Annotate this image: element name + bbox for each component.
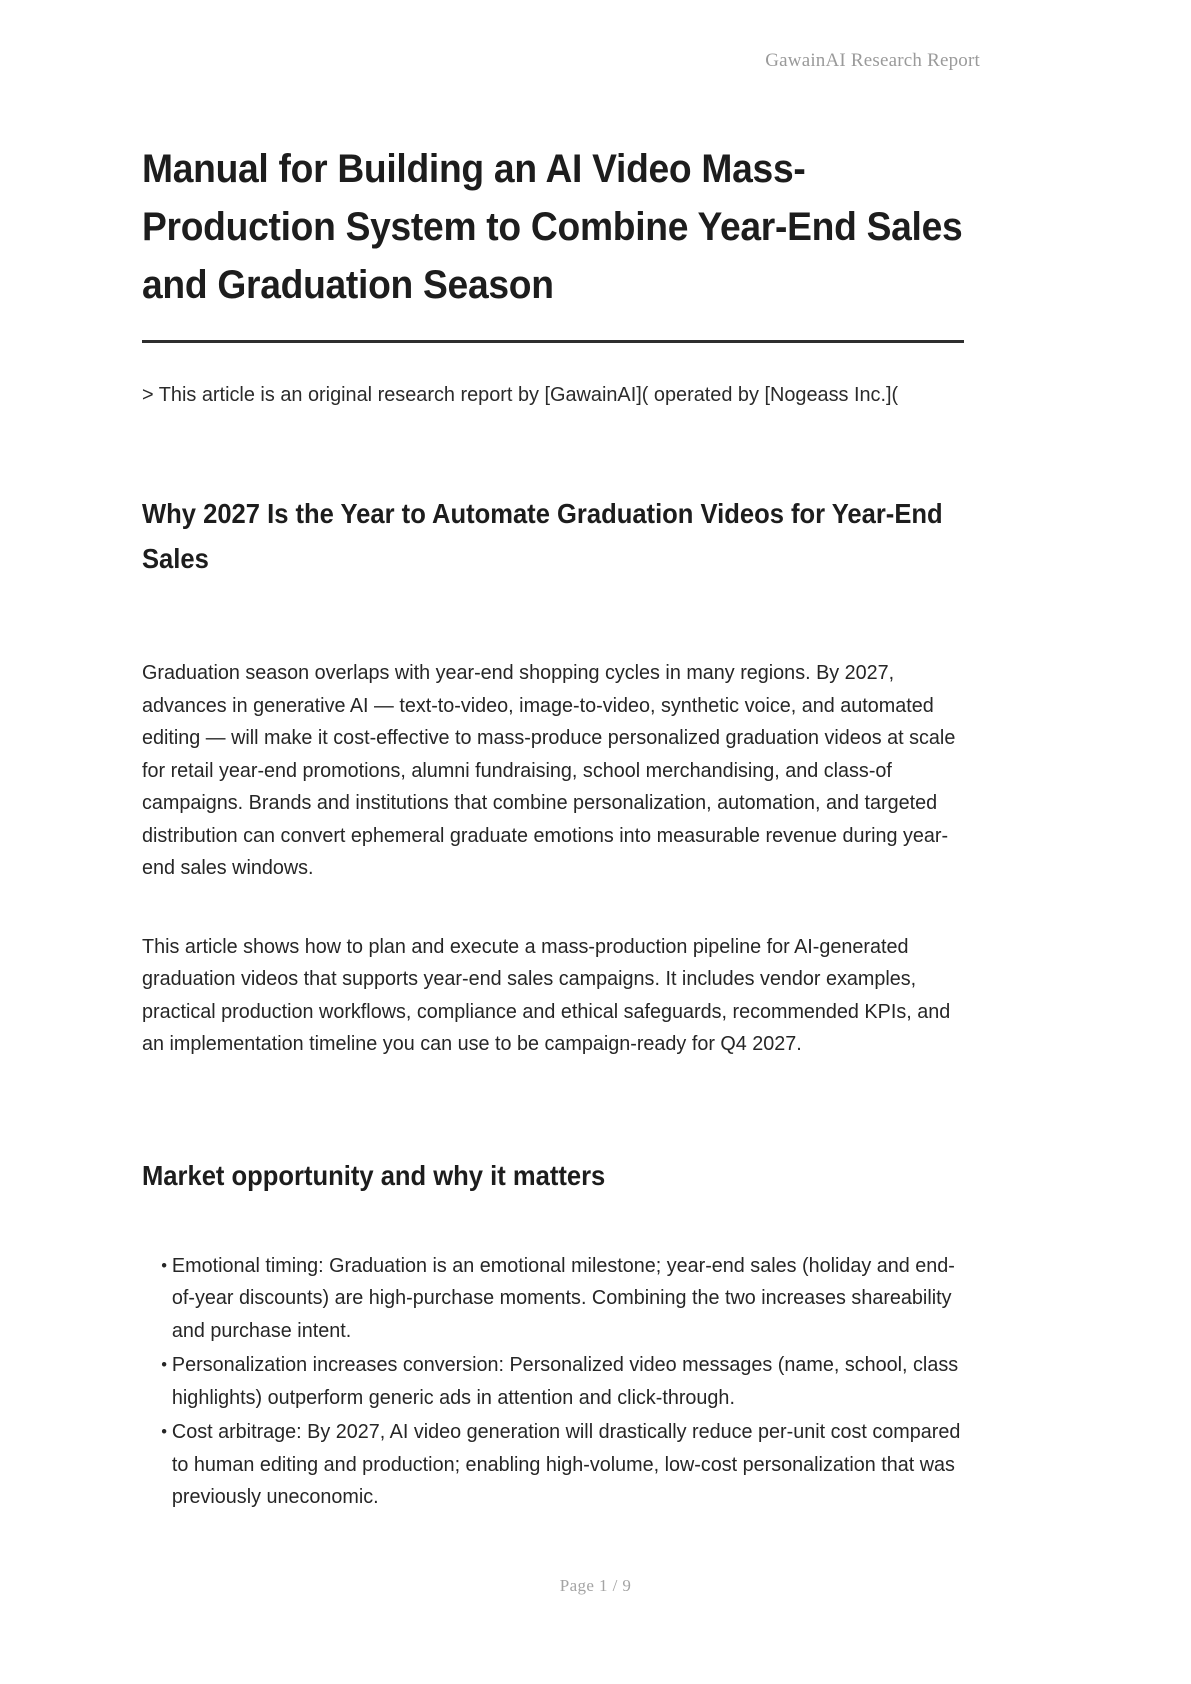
list-item <box>142 1250 964 1348</box>
bullet-icon: • <box>161 1255 168 1275</box>
market-opportunity-list <box>142 1250 964 1514</box>
section-heading-market-opportunity: Market opportunity and why it matters <box>142 1159 606 1191</box>
running-header: GawainAI Research Report <box>765 50 980 71</box>
list-item-text: Cost arbitrage: By 2027, AI video generation will drastically reduce per-unit cost compared to human editing and production; enabling high-volume, low-cost personalization that was previously uneconomic. <box>171 1420 961 1508</box>
list-item <box>142 1349 964 1414</box>
list-item-text: Personalization increases conversion: Personalized video messages (name, school, class highlights) outperform generic ads in attention and click-through. <box>171 1353 959 1409</box>
page-number-footer: Page 1 / 9 <box>559 1576 632 1595</box>
list-item-text: Emotional timing: Graduation is an emotional milestone; year-end sales (holiday and end-of-year discounts) are high-purchase moments. Combining the two increases shareability and purchase intent. <box>171 1253 955 1342</box>
bullet-icon: • <box>161 1422 168 1441</box>
source-blockquote: > This article is an original research report by [GawainAI]( operated by [Nogeass Inc.]( <box>142 383 899 406</box>
list-item <box>142 1416 964 1514</box>
bullet-icon: • <box>161 1355 168 1374</box>
title-divider <box>142 340 964 343</box>
paragraph-market-context: Graduation season overlaps with year-end shopping cycles in many regions. By 2027, advances in generative AI — text-to-video, image-to-video, synthetic voice, and automated editing — will make it cost-effective to mass-produce personalized graduation videos at scale for retail year-end promotions, alumni fundraising, school merchandising, and class-of campaigns. Brands and institutions that combine personalization, automation, and targeted distribution can convert ephemeral graduate emotions into measurable revenue during year-end sales windows. <box>142 661 956 879</box>
document-body <box>142 140 964 1516</box>
section-heading-why-2027: Why 2027 Is the Year to Automate Graduation Videos for Year-End Sales <box>142 498 943 574</box>
page-title: Manual for Building an AI Video Mass-Production System to Combine Year-End Sales and Graduation Season <box>142 147 963 307</box>
paragraph-article-overview: This article shows how to plan and execute a mass-production pipeline for AI-generated graduation videos that supports year-end sales campaigns. It includes vendor examples, practical production workflows, compliance and ethical safeguards, recommended KPIs, and an implementation timeline you can use to be campaign-ready for Q4 2027. <box>142 934 951 1055</box>
